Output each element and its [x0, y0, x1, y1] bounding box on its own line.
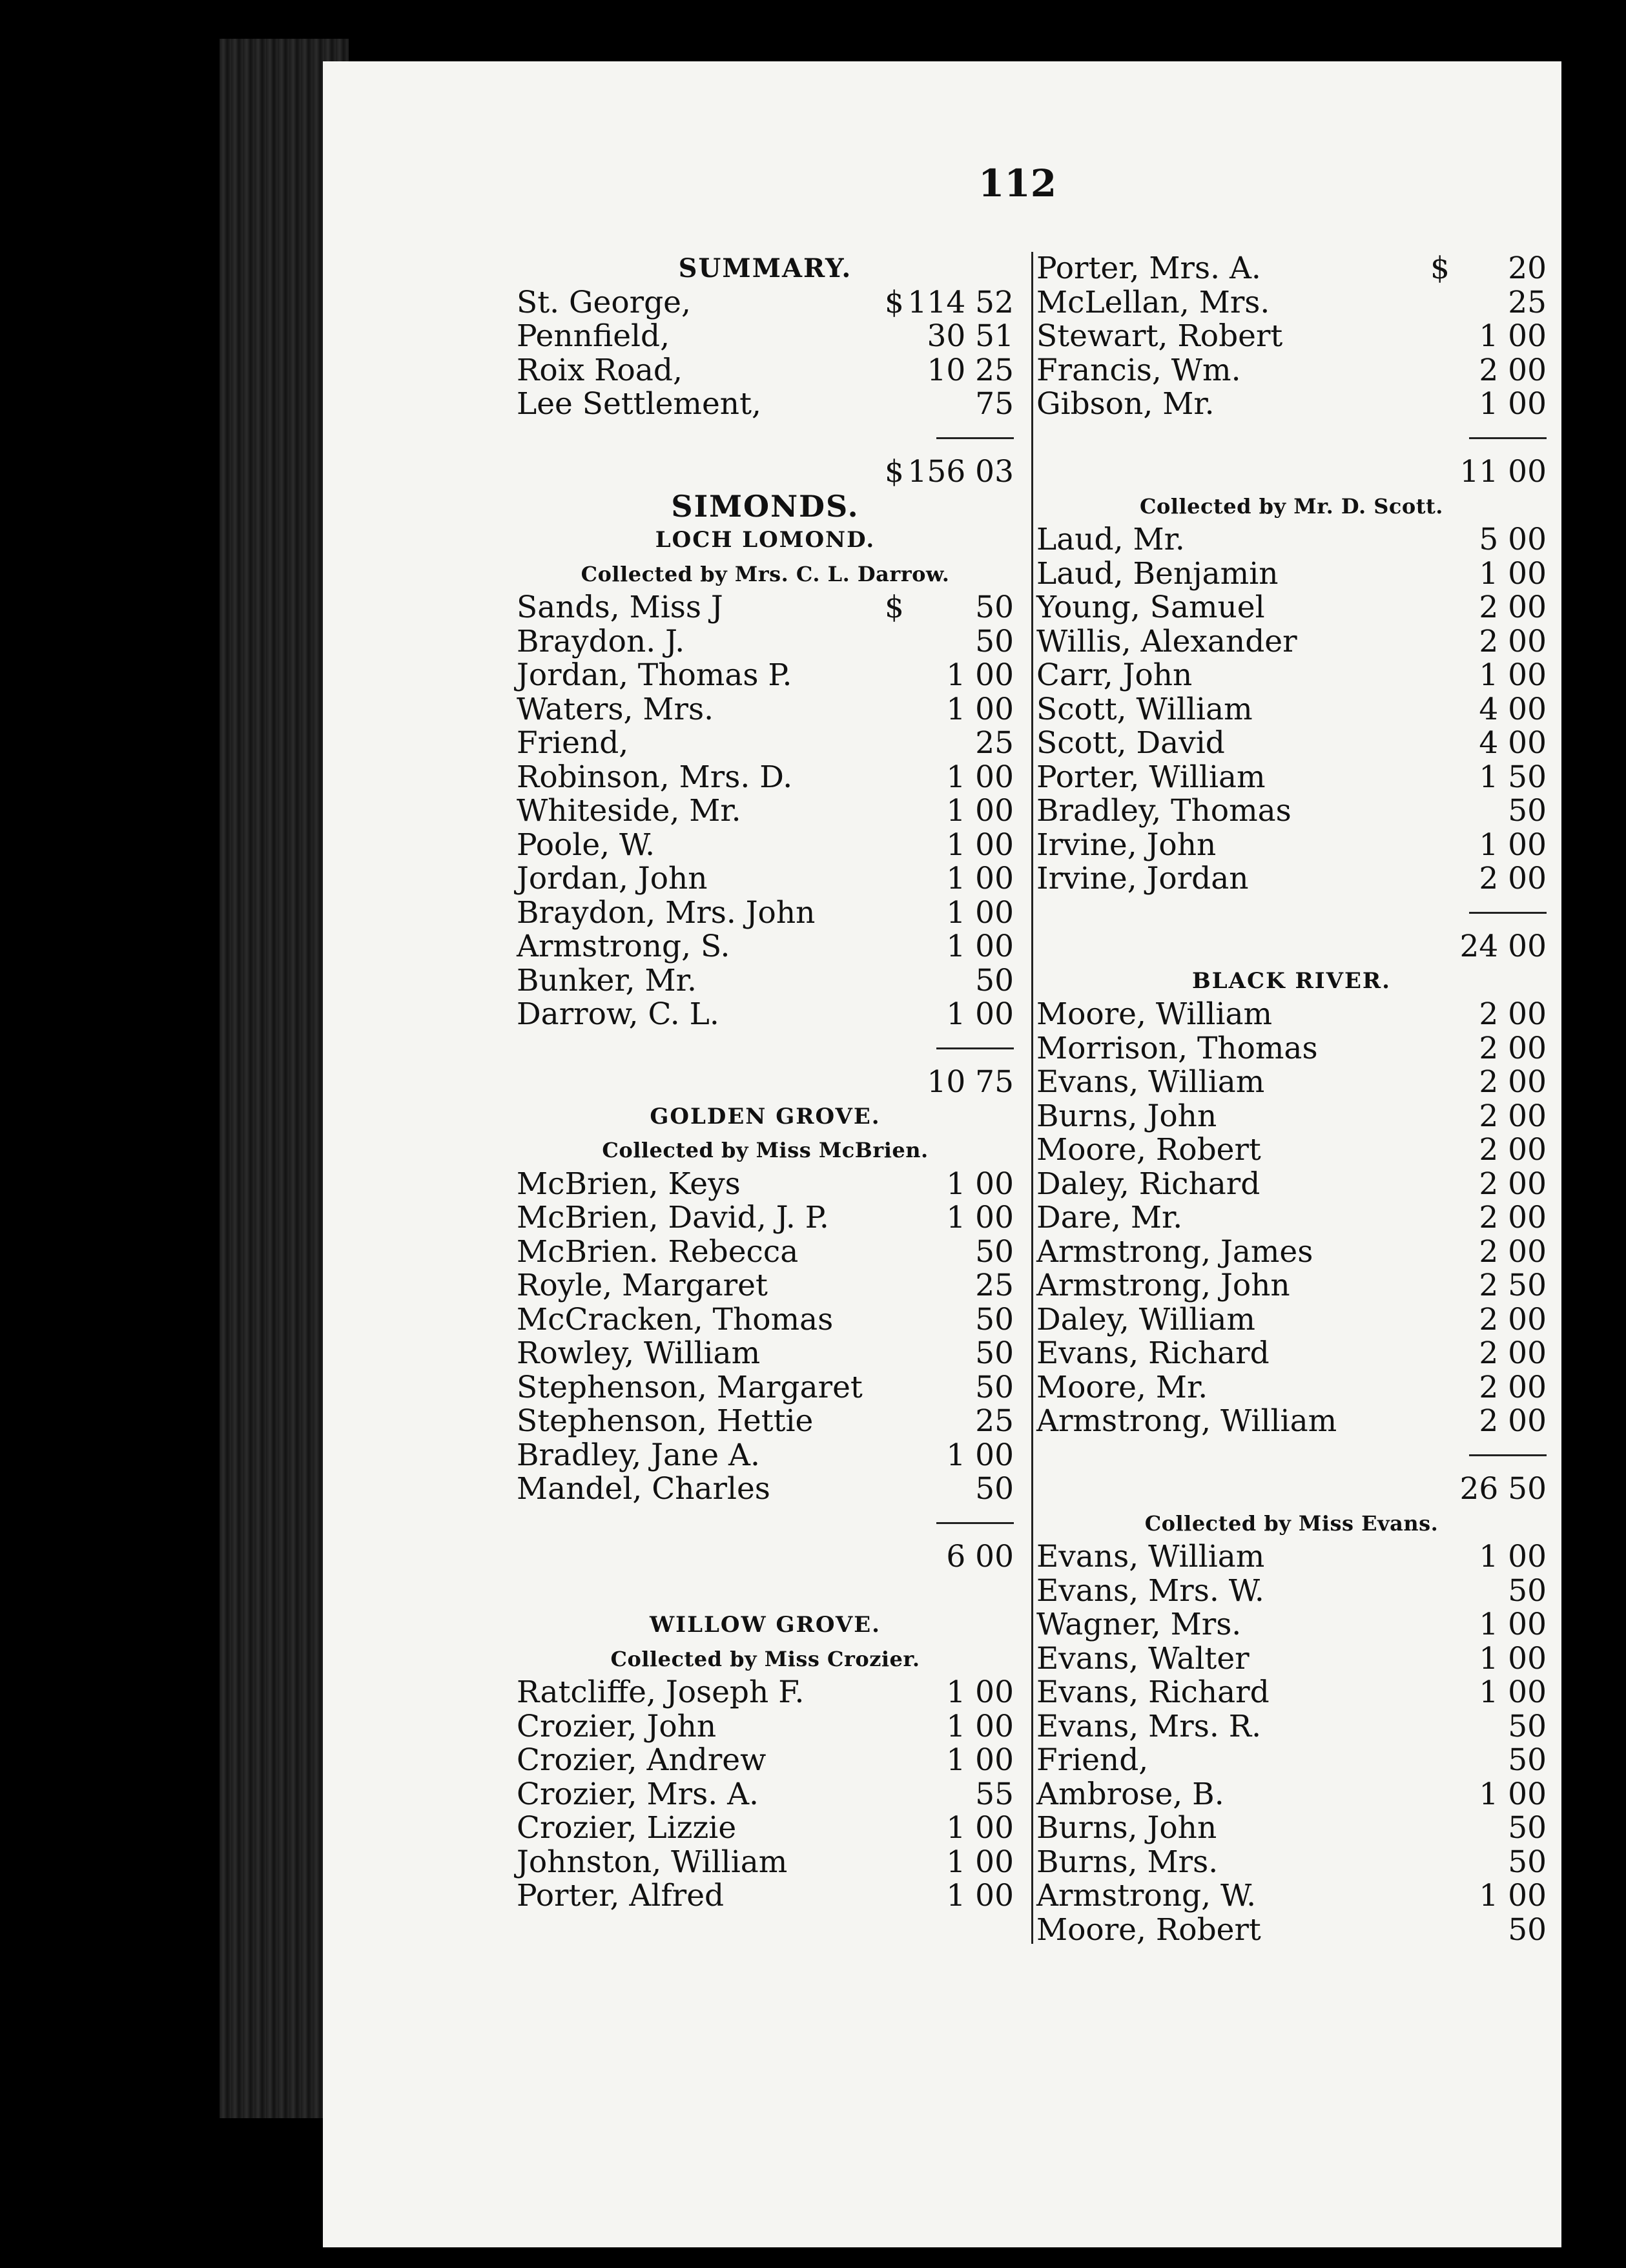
- list-item: [517, 354, 1014, 388]
- donor-name: Johnston, William: [517, 1844, 788, 1880]
- donation-amount: 114 52: [907, 284, 1014, 320]
- donor-name: Burns, John: [1036, 1098, 1217, 1134]
- donor-name: Wagner, Mrs.: [1036, 1607, 1242, 1642]
- donation-amount: 5 00: [1479, 522, 1547, 557]
- list-item: [1036, 1066, 1547, 1100]
- list-item: [1036, 1405, 1547, 1439]
- total-rule: [1036, 1439, 1547, 1473]
- donor-name: Evans, William: [1036, 1064, 1265, 1100]
- donor-name: Robinson, Mrs. D.: [517, 759, 793, 795]
- list-item: [1036, 1744, 1547, 1778]
- simonds-list: [517, 591, 1014, 1032]
- donor-name: Laud, Mr.: [1036, 522, 1185, 557]
- donation-amount: 1 00: [1479, 1776, 1547, 1812]
- donation-amount: 2 00: [1479, 1132, 1547, 1168]
- donation-amount: 20: [1508, 251, 1547, 286]
- list-item: [1036, 354, 1547, 388]
- donation-amount: 1 00: [946, 793, 1014, 829]
- summary-heading: SUMMARY.: [678, 253, 852, 284]
- donation-amount: 50: [975, 1335, 1014, 1371]
- donor-name: Stephenson, Hettie: [517, 1403, 814, 1439]
- list-item: [1036, 794, 1547, 829]
- donor-name: Young, Samuel: [1036, 590, 1265, 625]
- left-column: [517, 252, 1014, 1913]
- donor-name: Burns, Mrs.: [1036, 1844, 1219, 1880]
- list-item: [1036, 1303, 1547, 1337]
- continued-total: [1036, 455, 1547, 490]
- donor-name: Evans, Walter: [1036, 1640, 1250, 1676]
- list-item: [517, 1405, 1014, 1439]
- donor-name: Braydon. J.: [517, 623, 685, 659]
- donation-amount: 2 00: [1479, 1200, 1547, 1235]
- black-river-heading: BLACK RIVER.: [1191, 967, 1392, 994]
- donation-amount: 25: [975, 725, 1014, 761]
- donation-amount: 25: [975, 1268, 1014, 1303]
- donor-name: Irvine, John: [1036, 827, 1217, 863]
- scott-total: [1036, 930, 1547, 964]
- donor-name: Sands, Miss J: [517, 590, 723, 625]
- list-item: [517, 998, 1014, 1032]
- list-item: [1036, 1710, 1547, 1744]
- donation-amount: 2 00: [1479, 861, 1547, 896]
- total-rule: [1036, 422, 1547, 456]
- list-item: [517, 794, 1014, 829]
- simonds-total: [517, 1066, 1014, 1100]
- total-amount: 156 03: [907, 454, 1014, 490]
- total-amount: 10 75: [927, 1064, 1014, 1100]
- list-item: [1036, 1676, 1547, 1710]
- donation-amount: 50: [975, 590, 1014, 625]
- donation-amount: 1 00: [946, 1810, 1014, 1846]
- dollar-sign: $: [885, 284, 904, 320]
- donor-name: Crozier, Lizzie: [517, 1810, 737, 1846]
- donation-amount: 50: [1508, 793, 1547, 829]
- list-item: [1036, 286, 1547, 320]
- donor-name: Whiteside, Mr.: [517, 793, 741, 829]
- donation-amount: 2 00: [1479, 1301, 1547, 1337]
- list-item: [517, 1201, 1014, 1235]
- list-item: [1036, 1235, 1547, 1270]
- donation-amount: 50: [1508, 1742, 1547, 1778]
- list-item: [1036, 1133, 1547, 1168]
- list-item: [1036, 1100, 1547, 1134]
- donor-name: Jordan, Thomas P.: [517, 657, 792, 693]
- donation-amount: 50: [975, 1369, 1014, 1405]
- list-item: [1036, 727, 1547, 761]
- donor-name: Evans, Mrs. R.: [1036, 1708, 1262, 1744]
- list-item: [1036, 761, 1547, 795]
- total-rule: [517, 1507, 1014, 1541]
- donor-name: Daley, Richard: [1036, 1166, 1261, 1202]
- total-amount: 26 50: [1459, 1471, 1547, 1507]
- donor-name: Waters, Mrs.: [517, 691, 714, 727]
- donation-amount: 30 51: [927, 318, 1014, 354]
- list-item: [517, 1303, 1014, 1337]
- scott-list: [1036, 523, 1547, 896]
- donation-amount: 2 00: [1479, 1369, 1547, 1405]
- list-item: [517, 896, 1014, 931]
- list-item: [517, 591, 1014, 625]
- donor-name: Burns, John: [1036, 1810, 1217, 1846]
- donation-amount: 1 00: [1479, 386, 1547, 422]
- list-item: [1036, 1540, 1547, 1574]
- list-item: [1036, 659, 1547, 693]
- black-river-list: [1036, 998, 1547, 1439]
- donor-name: Crozier, John: [517, 1708, 717, 1744]
- donation-amount: 1 00: [946, 1166, 1014, 1202]
- donation-amount: 2 00: [1479, 1064, 1547, 1100]
- donor-name: Rowley, William: [517, 1335, 761, 1371]
- list-item: [517, 625, 1014, 659]
- donor-name: Morrison, Thomas: [1036, 1030, 1318, 1066]
- donor-name: Roix Road,: [517, 352, 683, 388]
- list-item: [1036, 387, 1547, 422]
- donor-name: Bunker, Mr.: [517, 962, 697, 998]
- willow-grove-list: [517, 1676, 1014, 1913]
- donor-name: Porter, William: [1036, 759, 1266, 795]
- donor-name: Porter, Alfred: [517, 1878, 725, 1913]
- list-item: [1036, 829, 1547, 863]
- donor-name: Francis, Wm.: [1036, 352, 1241, 388]
- donor-name: Royle, Margaret: [517, 1268, 768, 1303]
- donor-name: McBrien. Rebecca: [517, 1233, 799, 1270]
- donor-name: Ratcliffe, Joseph F.: [517, 1675, 805, 1710]
- collector-line: Collected by Miss Evans.: [1144, 1510, 1439, 1536]
- list-item: [1036, 862, 1547, 896]
- donor-name: Crozier, Andrew: [517, 1742, 767, 1778]
- donation-amount: 2 00: [1479, 1030, 1547, 1066]
- dollar-sign: $: [1430, 251, 1450, 286]
- list-item: [1036, 557, 1547, 592]
- list-item: [517, 727, 1014, 761]
- donor-name: Willis, Alexander: [1036, 623, 1297, 659]
- evans-list: [1036, 1540, 1547, 1947]
- list-item: [517, 1676, 1014, 1710]
- donation-amount: 1 00: [946, 1675, 1014, 1710]
- donation-amount: 1 00: [1479, 657, 1547, 693]
- donor-name: Bradley, Thomas: [1036, 793, 1292, 829]
- list-item: [517, 1879, 1014, 1913]
- donation-amount: 2 00: [1479, 590, 1547, 625]
- donor-name: Friend,: [517, 725, 629, 761]
- donation-amount: 25: [1508, 284, 1547, 320]
- donation-amount: 50: [1508, 1844, 1547, 1880]
- donation-amount: 50: [1508, 1572, 1547, 1609]
- list-item: [517, 1337, 1014, 1371]
- donation-amount: 1 00: [946, 827, 1014, 863]
- donor-name: Poole, W.: [517, 827, 655, 863]
- donor-name: McBrien, David, J. P.: [517, 1200, 829, 1235]
- list-item: [517, 286, 1014, 320]
- donation-amount: 1 50: [1479, 759, 1547, 795]
- donation-amount: 1 00: [1479, 827, 1547, 863]
- list-item: [1036, 1811, 1547, 1846]
- list-item: [517, 964, 1014, 998]
- donation-amount: 50: [1508, 1708, 1547, 1744]
- donation-amount: 1 00: [1479, 1878, 1547, 1913]
- donation-amount: 10 25: [927, 352, 1014, 388]
- collector-line: Collected by Miss McBrien.: [602, 1138, 929, 1162]
- donation-amount: 1 00: [946, 691, 1014, 727]
- donor-name: Crozier, Mrs. A.: [517, 1776, 759, 1812]
- dollar-sign: $: [885, 590, 904, 625]
- list-item: [517, 1846, 1014, 1880]
- black-river-total: [1036, 1472, 1547, 1507]
- donor-name: Scott, William: [1036, 691, 1253, 727]
- donation-amount: 1 00: [946, 1200, 1014, 1235]
- total-amount: 6 00: [946, 1539, 1014, 1574]
- donor-name: Armstrong, S.: [517, 929, 730, 964]
- column-divider: [1031, 252, 1033, 1944]
- donor-name: St. George,: [517, 284, 691, 320]
- list-item: [1036, 1168, 1547, 1202]
- donation-amount: 50: [1508, 1810, 1547, 1846]
- donation-amount: 1 00: [1479, 1539, 1547, 1574]
- donor-name: Irvine, Jordan: [1036, 861, 1249, 896]
- donor-name: Armstrong, James: [1036, 1233, 1313, 1270]
- donor-name: Lee Settlement,: [517, 386, 761, 422]
- dollar-sign: $: [885, 454, 904, 490]
- donor-name: Moore, Robert: [1036, 1132, 1261, 1168]
- list-item: [517, 1710, 1014, 1744]
- list-item: [1036, 1269, 1547, 1303]
- donation-amount: 2 00: [1479, 1403, 1547, 1439]
- donation-amount: 2 00: [1479, 996, 1547, 1032]
- simonds-heading: SIMONDS.: [671, 488, 859, 524]
- donation-amount: 1 00: [946, 894, 1014, 931]
- total-amount: 24 00: [1459, 929, 1547, 964]
- donation-amount: 2 00: [1479, 1335, 1547, 1371]
- list-item: [1036, 1201, 1547, 1235]
- donor-name: Laud, Benjamin: [1036, 555, 1279, 592]
- donation-amount: 2 00: [1479, 623, 1547, 659]
- summary-list: [517, 286, 1014, 422]
- donor-name: Daley, William: [1036, 1301, 1255, 1337]
- donation-amount: 1 00: [946, 929, 1014, 964]
- list-item: [1036, 1371, 1547, 1405]
- right-column: [1036, 252, 1547, 1947]
- donor-name: Armstrong, John: [1036, 1268, 1290, 1303]
- donor-name: Ambrose, B.: [1036, 1776, 1224, 1812]
- list-item: [1036, 1574, 1547, 1609]
- list-item: [517, 1744, 1014, 1778]
- list-item: [517, 862, 1014, 896]
- donor-name: Scott, David: [1036, 725, 1225, 761]
- list-item: [1036, 1879, 1547, 1913]
- list-item: [517, 1472, 1014, 1507]
- list-item: [1036, 1913, 1547, 1948]
- donor-name: Armstrong, W.: [1036, 1878, 1257, 1913]
- list-item: [1036, 1337, 1547, 1371]
- list-item: [517, 1439, 1014, 1473]
- donor-name: Stephenson, Margaret: [517, 1369, 863, 1405]
- donation-amount: 1 00: [946, 996, 1014, 1032]
- donation-amount: 50: [1508, 1912, 1547, 1948]
- donation-amount: 1 00: [946, 657, 1014, 693]
- donor-name: Friend,: [1036, 1742, 1149, 1778]
- list-item: [517, 320, 1014, 354]
- donation-amount: 1 00: [1479, 1675, 1547, 1710]
- total-rule: [517, 422, 1014, 456]
- collector-line: Collected by Mrs. C. L. Darrow.: [581, 561, 950, 586]
- donor-name: Evans, Richard: [1036, 1335, 1270, 1371]
- donation-amount: 25: [975, 1403, 1014, 1439]
- donation-amount: 55: [975, 1776, 1014, 1812]
- donation-amount: 1 00: [1479, 1640, 1547, 1676]
- donation-amount: 50: [975, 1233, 1014, 1270]
- golden-grove-total: [517, 1540, 1014, 1574]
- donation-amount: 1 00: [946, 1878, 1014, 1913]
- donor-name: Gibson, Mr.: [1036, 386, 1215, 422]
- donor-name: Braydon, Mrs. John: [517, 894, 816, 931]
- donor-name: Porter, Mrs. A.: [1036, 251, 1261, 286]
- donation-amount: 1 00: [1479, 555, 1547, 592]
- donation-amount: 1 00: [946, 1742, 1014, 1778]
- donation-amount: 4 00: [1479, 691, 1547, 727]
- donation-amount: 75: [975, 386, 1014, 422]
- donor-name: Pennfield,: [517, 318, 670, 354]
- total-amount: 11 00: [1459, 454, 1547, 490]
- donation-amount: 50: [975, 1301, 1014, 1337]
- summary-total: [517, 455, 1014, 490]
- list-item: [1036, 252, 1547, 286]
- donor-name: Bradley, Jane A.: [517, 1437, 760, 1473]
- list-item: [1036, 320, 1547, 354]
- donation-amount: 1 00: [1479, 1607, 1547, 1642]
- donation-amount: 1 00: [946, 759, 1014, 795]
- list-item: [517, 387, 1014, 422]
- donation-amount: 1 00: [946, 1708, 1014, 1744]
- list-item: [1036, 1778, 1547, 1812]
- list-item: [517, 1168, 1014, 1202]
- donation-amount: 50: [975, 1471, 1014, 1507]
- list-item: [517, 761, 1014, 795]
- donation-amount: 2 00: [1479, 1233, 1547, 1270]
- donor-name: Mandel, Charles: [517, 1471, 770, 1507]
- donation-amount: 2 00: [1479, 1166, 1547, 1202]
- donor-name: McLellan, Mrs.: [1036, 284, 1270, 320]
- list-item: [517, 693, 1014, 727]
- list-item: [1036, 625, 1547, 659]
- list-item: [517, 659, 1014, 693]
- donor-name: Dare, Mr.: [1036, 1200, 1183, 1235]
- donation-amount: 50: [975, 623, 1014, 659]
- donation-amount: 50: [975, 962, 1014, 998]
- list-item: [1036, 693, 1547, 727]
- loch-lomond-heading: LOCH LOMOND.: [655, 527, 876, 553]
- donor-name: Evans, Mrs. W.: [1036, 1572, 1264, 1609]
- donor-name: Evans, Richard: [1036, 1675, 1270, 1710]
- donor-name: McBrien, Keys: [517, 1166, 741, 1202]
- list-item: [1036, 998, 1547, 1032]
- list-item: [1036, 1608, 1547, 1642]
- total-rule: [1036, 896, 1547, 931]
- page-number: 112: [978, 161, 1057, 205]
- list-item: [517, 930, 1014, 964]
- golden-grove-heading: GOLDEN GROVE.: [650, 1103, 881, 1129]
- list-item: [517, 1371, 1014, 1405]
- list-item: [517, 1778, 1014, 1812]
- collector-line: Collected by Miss Crozier.: [610, 1646, 920, 1671]
- list-item: [517, 1811, 1014, 1846]
- list-item: [1036, 1642, 1547, 1676]
- donation-amount: 1 00: [946, 1437, 1014, 1473]
- donor-name: Jordan, John: [517, 861, 708, 896]
- donation-amount: 2 00: [1479, 352, 1547, 388]
- collector-line: Collected by Mr. D. Scott.: [1140, 493, 1443, 519]
- donation-amount: 4 00: [1479, 725, 1547, 761]
- list-item: [517, 829, 1014, 863]
- total-rule: [517, 1032, 1014, 1066]
- donor-name: Moore, Robert: [1036, 1912, 1261, 1948]
- continued-list: [1036, 252, 1547, 422]
- willow-grove-heading: WILLOW GROVE.: [650, 1612, 881, 1638]
- donor-name: McCracken, Thomas: [517, 1301, 834, 1337]
- donor-name: Darrow, C. L.: [517, 996, 719, 1032]
- list-item: [517, 1269, 1014, 1303]
- donor-name: Moore, Mr.: [1036, 1369, 1208, 1405]
- donation-amount: 1 00: [946, 861, 1014, 896]
- donation-amount: 1 00: [946, 1844, 1014, 1880]
- donor-name: Moore, William: [1036, 996, 1273, 1032]
- donation-amount: 2 50: [1479, 1268, 1547, 1303]
- list-item: [1036, 523, 1547, 557]
- donor-name: Armstrong, William: [1036, 1403, 1337, 1439]
- donation-amount: 2 00: [1479, 1098, 1547, 1134]
- donor-name: Stewart, Robert: [1036, 318, 1283, 354]
- list-item: [1036, 591, 1547, 625]
- golden-grove-list: [517, 1168, 1014, 1507]
- donation-amount: 1 00: [1479, 318, 1547, 354]
- donor-name: Carr, John: [1036, 657, 1193, 693]
- donor-name: Evans, William: [1036, 1539, 1265, 1574]
- list-item: [517, 1235, 1014, 1270]
- list-item: [1036, 1032, 1547, 1066]
- list-item: [1036, 1846, 1547, 1880]
